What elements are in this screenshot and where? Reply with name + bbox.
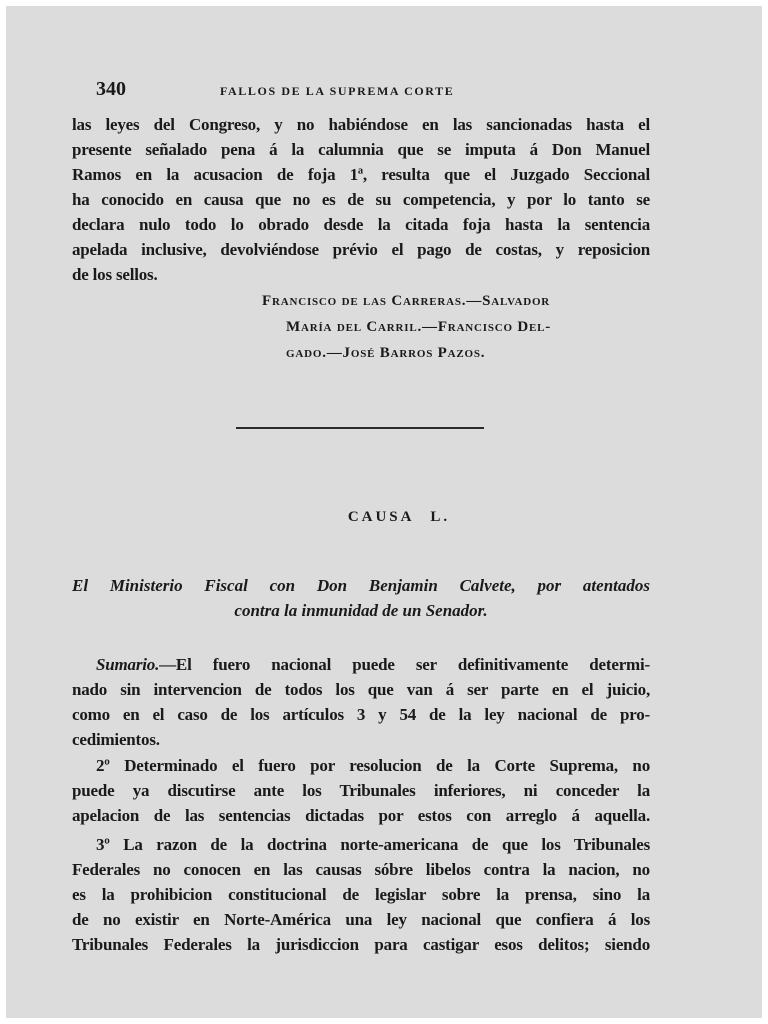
text-line: Federales no conocen en las causas sóbre libelos contra la nacion, no bbox=[72, 860, 650, 879]
text-line: es la prohibicion constitucional de legislar sobre la prensa, sino la bbox=[72, 885, 650, 904]
text-line: declara nulo todo lo obrado desde la citada foja hasta la sentencia bbox=[72, 215, 650, 234]
case-label: CAUSA bbox=[347, 509, 414, 525]
text-line: como en el caso de los artículos 3 y 54 de la ley nacional de pro- bbox=[72, 705, 650, 724]
summary-first-line bbox=[96, 652, 650, 677]
text-line: Tribunales Federales la jurisdiccion para castigar esos delitos; siendo bbox=[72, 935, 650, 954]
text-line: de los sellos. bbox=[72, 265, 158, 284]
summary-text: —El fuero nacional puede ser definitivamente determi- bbox=[159, 655, 650, 674]
section-divider bbox=[236, 427, 484, 429]
text-line: de no existir en Norte-América una ley nacional que confiera á los bbox=[72, 910, 650, 929]
text-line: apelada inclusive, devolviéndose prévio el pago de costas, y reposicion bbox=[72, 240, 650, 259]
text-line: Ramos en la acusacion de foja 1ª, resulta que el Juzgado Seccional bbox=[72, 165, 650, 184]
text-line: nado sin intervencion de todos los que van á ser parte en el juicio, bbox=[72, 680, 650, 699]
book-page bbox=[6, 6, 762, 1018]
case-numeral: L. bbox=[430, 509, 451, 525]
case-title bbox=[6, 509, 762, 526]
page-number: 340 bbox=[96, 78, 126, 100]
running-head: FALLOS DE LA SUPREMA CORTE bbox=[220, 84, 455, 98]
signature-line: María del Carril.—Francisco Del- bbox=[286, 319, 552, 335]
text-line: presente señalado pena á la calumnia que se imputa á Don Manuel bbox=[72, 140, 650, 159]
case-parties-line: El Ministerio Fiscal con Don Benjamin Calvete, por atentados bbox=[72, 576, 650, 595]
text-line: 2º Determinado el fuero por resolucion de la Corte Suprema, no bbox=[96, 756, 650, 775]
text-line: apelacion de las sentencias dictadas por estos con arreglo á aquella. bbox=[72, 806, 650, 825]
summary-label: Sumario. bbox=[96, 655, 160, 674]
text-line: puede ya discutirse ante los Tribunales inferiores, ni conceder la bbox=[72, 781, 650, 800]
signature-line: Francisco de las Carreras.—Salvador bbox=[262, 293, 551, 309]
signature-line: gado.—José Barros Pazos. bbox=[286, 345, 486, 361]
page-header bbox=[96, 78, 656, 104]
text-line: ha conocido en causa que no es de su competencia, y por lo tanto se bbox=[72, 190, 650, 209]
case-parties-line: contra la inmunidad de un Senador. bbox=[234, 601, 488, 620]
text-line: las leyes del Congreso, y no habiéndose en las sancionadas hasta el bbox=[72, 115, 650, 134]
text-line: cedimientos. bbox=[72, 730, 160, 749]
text-line: 3º La razon de la doctrina norte-americana de que los Tribunales bbox=[96, 835, 650, 854]
